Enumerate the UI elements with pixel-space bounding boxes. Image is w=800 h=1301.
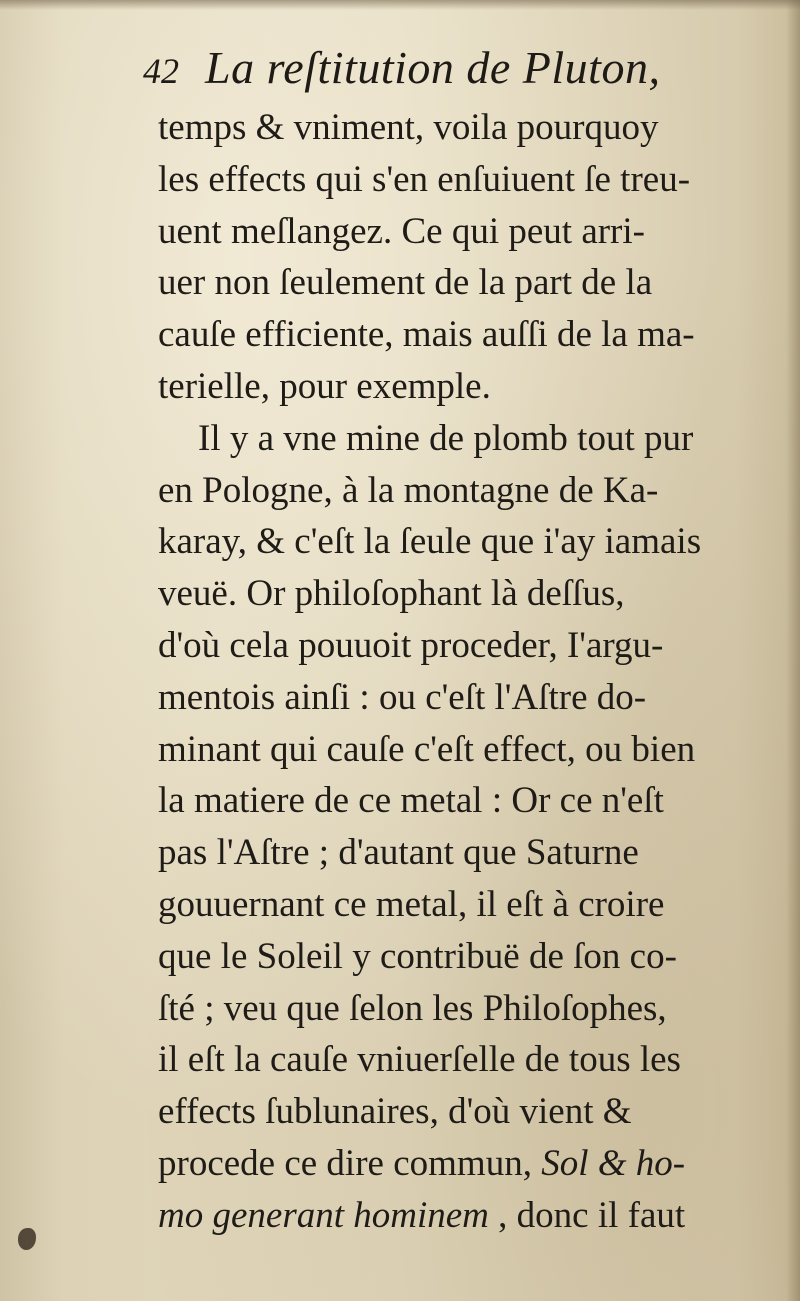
latin-quote: mo generant hominem xyxy=(158,1194,489,1236)
text-line: d'où cela pouuoit proceder, I'argu- xyxy=(158,624,664,666)
text-line: gouuernant ce metal, il eſt à croire xyxy=(158,883,665,925)
ink-stain xyxy=(18,1228,36,1250)
line-roman-part: procede ce dire commun, xyxy=(158,1142,542,1184)
text-line: en Pologne, à la montagne de Ka- xyxy=(158,469,659,511)
text-line: il eſt la cauſe vniuerſelle de tous les xyxy=(158,1039,681,1081)
text-line: les effects qui s'en enſuiuent ſe treu- xyxy=(158,158,691,200)
text-line: karay, & c'eſt la ſeule que i'ay iamais xyxy=(158,521,702,563)
page-number: 42 xyxy=(143,51,179,91)
text-line: la matiere de ce metal : Or ce n'eſt xyxy=(158,780,664,822)
text-line: uer non ſeulement de la part de la xyxy=(158,262,653,304)
text-line: mentois ainſi : ou c'eſt l'Aſtre do- xyxy=(158,676,647,718)
text-line: que le Soleil y contribuë de ſon co- xyxy=(158,935,677,977)
text-line: pas l'Aſtre ; d'autant que Saturne xyxy=(158,832,639,874)
text-line: ſté ; veu que ſelon les Philoſophes, xyxy=(158,987,667,1029)
running-head-title: La reſtitution de Pluton, xyxy=(205,42,661,93)
text-line-with-latin xyxy=(158,1138,770,1190)
text-line: veuë. Or philoſophant là deſſus, xyxy=(158,573,625,615)
line-roman-part: , donc il faut xyxy=(488,1194,686,1236)
text-line: cauſe efficiente, mais auſſi de la ma- xyxy=(158,314,695,356)
page-top-shadow xyxy=(0,0,800,10)
text-line: effects ſublunaires, d'où vient & xyxy=(158,1091,632,1133)
page-gutter-shadow xyxy=(786,0,800,1301)
text-line: uent meſlangez. Ce qui peut arri- xyxy=(158,210,645,252)
text-line-with-latin xyxy=(158,1190,770,1242)
latin-quote: Sol & ho- xyxy=(541,1142,686,1184)
text-line: terielle, pour exemple. xyxy=(158,365,491,407)
text-line: temps & vniment, voila pourquoy xyxy=(158,107,659,148)
paragraph-first-line: Il y a vne mine de plomb tout pur xyxy=(198,417,694,459)
running-head xyxy=(143,38,763,98)
body-text xyxy=(158,102,770,1242)
text-line: minant qui cauſe c'eſt effect, ou bien xyxy=(158,728,696,770)
